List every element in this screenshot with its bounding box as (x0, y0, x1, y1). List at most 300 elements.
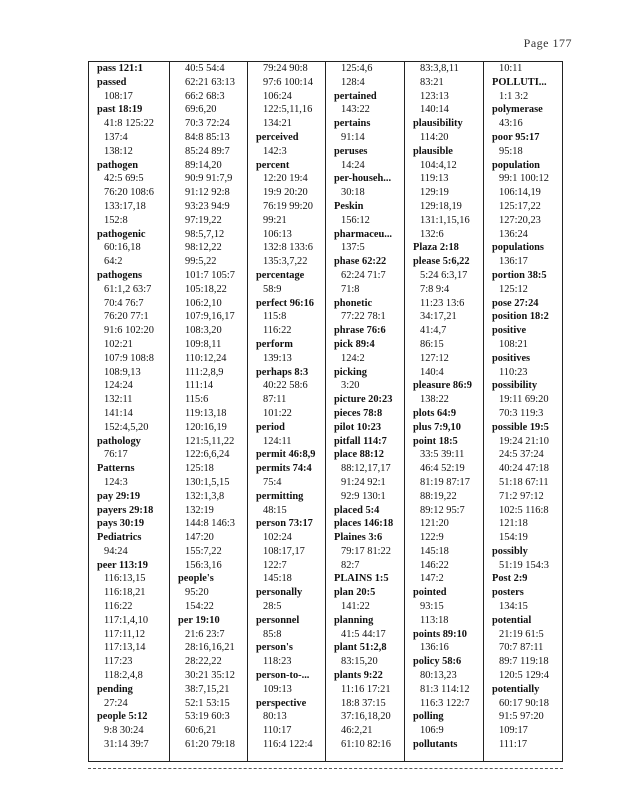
index-reference: 85:8 (263, 628, 282, 640)
index-entry: pertained (334, 90, 377, 102)
index-reference: 40:24 47:18 (499, 463, 549, 475)
index-reference: 124:3 (104, 476, 128, 488)
index-reference: 141:14 (104, 407, 133, 419)
index-entry: personnel (256, 614, 300, 626)
index-entry: pieces 78:8 (334, 407, 383, 419)
index-reference: 51:19 154:3 (499, 559, 549, 571)
index-reference: 116:22 (263, 325, 292, 337)
index-entry: plus 7:9,10 (413, 421, 461, 433)
index-entry: plan 20:5 (334, 587, 376, 599)
index-reference: 75:4 (263, 476, 282, 488)
index-entry: plants 9:22 (334, 670, 383, 682)
index-column-6 (483, 62, 564, 761)
index-reference: 108:17 (104, 90, 133, 102)
index-reference: 97:6 100:14 (263, 76, 313, 88)
index-reference: 125:4,6 (341, 63, 373, 74)
index-reference: 94:24 (104, 545, 128, 557)
index-reference: 71:2 97:12 (499, 490, 544, 502)
index-reference: 120:5 129:4 (499, 670, 549, 682)
index-reference: 119:13,18 (185, 407, 227, 419)
index-reference: 41:4,7 (420, 325, 447, 337)
index-entry: person 73:17 (256, 518, 313, 530)
index-reference: 107:9 108:8 (104, 352, 154, 364)
index-entry: Plaines 3:6 (334, 532, 383, 544)
index-reference: 110:23 (499, 366, 528, 378)
index-entry: peer 113:19 (97, 559, 148, 571)
index-reference: 91:24 92:1 (341, 476, 386, 488)
index-reference: 60:16,18 (104, 242, 141, 254)
index-reference: 51:18 67:11 (499, 476, 549, 488)
index-reference: 134:15 (499, 601, 528, 613)
index-entry: Peskin (334, 200, 364, 212)
index-reference: 28:22,22 (185, 656, 222, 668)
index-entry: points 89:10 (413, 628, 467, 640)
index-entry: point 18:5 (413, 435, 458, 447)
index-entry: people's (178, 573, 214, 585)
index-reference: 132:8 133:6 (263, 242, 313, 254)
index-reference: 11:16 17:21 (341, 683, 391, 695)
index-entry: passed (97, 76, 127, 88)
index-reference: 155:7,22 (185, 545, 222, 557)
index-reference: 109:8,11 (185, 338, 222, 350)
index-reference: 70:3 119:3 (499, 407, 544, 419)
index-reference: 116:13,15 (104, 573, 146, 585)
index-reference: 99:1 100:12 (499, 173, 549, 185)
index-reference: 117:13,14 (104, 642, 146, 654)
index-entry: plausibility (413, 118, 463, 130)
index-reference: 61:20 79:18 (185, 739, 235, 751)
index-reference: 104:4,12 (420, 159, 457, 171)
index-reference: 3:20 (341, 380, 360, 392)
index-reference: 117:1,4,10 (104, 614, 149, 626)
index-reference: 117:11,12 (104, 628, 146, 640)
index-entry: pass 121:1 (97, 63, 143, 74)
index-reference: 101:22 (263, 407, 292, 419)
index-entry: pose 27:24 (492, 297, 539, 309)
index-entry: phrase 76:6 (334, 325, 386, 337)
index-reference: 28:5 (263, 601, 282, 613)
index-table (88, 61, 563, 762)
index-reference: 79:17 81:22 (341, 545, 391, 557)
index-reference: 102:5 116:8 (499, 504, 549, 516)
index-reference: 124:2 (341, 352, 365, 364)
index-reference: 10:11 (499, 63, 523, 74)
index-reference: 61:1,2 63:7 (104, 283, 152, 295)
index-entry: Plaza 2:18 (413, 242, 459, 254)
index-entry: percentage (256, 269, 305, 281)
index-reference: 128:4 (341, 76, 365, 88)
index-reference: 93:23 94:9 (185, 200, 230, 212)
index-reference: 58:9 (263, 283, 282, 295)
index-reference: 9:8 30:24 (104, 725, 144, 737)
index-entry: place 88:12 (334, 449, 384, 461)
index-reference: 110:17 (263, 725, 292, 737)
index-reference: 122:5,11,16 (263, 104, 313, 116)
index-reference: 86:15 (420, 338, 444, 350)
index-reference: 89:12 95:7 (420, 504, 465, 516)
index-entry: populations (492, 242, 544, 254)
index-reference: 85:24 89:7 (185, 145, 230, 157)
index-entry: past 18:19 (97, 104, 143, 116)
index-reference: 76:20 108:6 (104, 187, 154, 199)
index-entry: pays 30:19 (97, 518, 145, 530)
index-reference: 71:8 (341, 283, 360, 295)
index-reference: 118:23 (263, 656, 292, 668)
index-reference: 132:1,3,8 (185, 490, 225, 502)
index-column-2 (169, 62, 247, 761)
index-reference: 137:5 (341, 242, 365, 254)
index-reference: 1:1 3:2 (499, 90, 529, 102)
index-reference: 19:24 21:10 (499, 435, 549, 447)
index-reference: 34:17,21 (420, 311, 457, 323)
index-entry: phase 62:22 (334, 256, 387, 268)
index-reference: 12:20 19:4 (263, 173, 308, 185)
index-reference: 144:8 146:3 (185, 518, 235, 530)
index-reference: 76:17 (104, 449, 128, 461)
index-entry: perspective (256, 697, 307, 709)
index-reference: 143:22 (341, 104, 370, 116)
index-reference: 133:17,18 (104, 200, 146, 212)
index-reference: 129:18,19 (420, 200, 462, 212)
index-reference: 40:22 58:6 (263, 380, 308, 392)
index-entry: payers 29:18 (97, 504, 154, 516)
index-reference: 7:8 9:4 (420, 283, 450, 295)
index-reference: 43:16 (499, 118, 523, 130)
page-number: Page 177 (523, 36, 572, 50)
index-reference: 129:19 (420, 187, 449, 199)
index-reference: 83:3,8,11 (420, 63, 459, 74)
index-entry: Pediatrics (97, 532, 142, 544)
index-reference: 116:18,21 (104, 587, 146, 599)
index-reference: 117:23 (104, 656, 133, 668)
index-entry: picking (334, 366, 367, 378)
index-entry: pilot 10:23 (334, 421, 382, 433)
index-reference: 116:4 122:4 (263, 739, 313, 751)
index-reference: 82:7 (341, 559, 360, 571)
index-reference: 89:7 119:18 (499, 656, 549, 668)
index-entry: phonetic (334, 297, 373, 309)
index-entry: Patterns (97, 463, 135, 475)
index-entry: polling (413, 711, 444, 723)
index-reference: 19:11 69:20 (499, 394, 549, 406)
index-reference: 80:13 (263, 711, 287, 723)
index-entry: PLAINS 1:5 (334, 573, 389, 585)
index-reference: 122:6,6,24 (185, 449, 230, 461)
index-reference: 119:13 (420, 173, 449, 185)
index-entry: peruses (334, 145, 368, 157)
index-reference: 132:11 (104, 394, 133, 406)
index-reference: 101:7 105:7 (185, 269, 235, 281)
index-entry: perfect 96:16 (256, 297, 314, 309)
index-reference: 31:14 39:7 (104, 739, 149, 751)
index-reference: 131:1,15,16 (420, 214, 470, 226)
index-reference: 108:3,20 (185, 325, 222, 337)
index-reference: 135:3,7,22 (263, 256, 308, 268)
index-entry: positive (492, 325, 527, 337)
index-reference: 125:12 (499, 283, 528, 295)
index-reference: 14:24 (341, 159, 365, 171)
index-entry: poor 95:17 (492, 131, 540, 143)
index-reference: 105:18,22 (185, 283, 227, 295)
index-column-3 (247, 62, 325, 761)
index-entry: pollutants (413, 739, 458, 751)
index-reference: 80:13,23 (420, 670, 457, 682)
index-reference: 70:3 72:24 (185, 118, 230, 130)
index-reference: 91:14 (341, 131, 365, 143)
index-reference: 70:7 87:11 (499, 642, 544, 654)
index-reference: 92:9 130:1 (341, 490, 386, 502)
index-reference: 124:11 (263, 435, 292, 447)
index-reference: 111:14 (185, 380, 214, 392)
index-entry: possibly (492, 545, 528, 557)
index-reference: 127:20,23 (499, 214, 541, 226)
index-entry: pathology (97, 435, 141, 447)
index-reference: 18:8 37:15 (341, 697, 386, 709)
index-entry: picture 20:23 (334, 394, 393, 406)
index-reference: 145:18 (420, 545, 449, 557)
index-reference: 21:19 61:5 (499, 628, 544, 640)
bottom-rule (88, 768, 563, 769)
index-reference: 61:10 82:16 (341, 739, 391, 751)
index-reference: 98:12,22 (185, 242, 222, 254)
index-reference: 95:20 (185, 587, 209, 599)
index-reference: 152:8 (104, 214, 128, 226)
index-entry: pathogenic (97, 228, 146, 240)
index-reference: 139:13 (263, 352, 292, 364)
index-reference: 154:19 (499, 532, 528, 544)
index-entry: Post 2:9 (492, 573, 528, 585)
index-reference: 116:22 (104, 601, 133, 613)
index-reference: 24:5 37:24 (499, 449, 544, 461)
index-entry: pathogen (97, 159, 138, 171)
index-entry: per-househ... (334, 173, 392, 185)
index-reference: 60:17 90:18 (499, 697, 549, 709)
index-reference: 121:5,11,22 (185, 435, 235, 447)
index-reference: 114:20 (420, 131, 449, 143)
index-reference: 147:20 (185, 532, 214, 544)
index-reference: 77:22 78:1 (341, 311, 386, 323)
index-reference: 145:18 (263, 573, 292, 585)
index-entry: permitting (256, 490, 304, 502)
index-reference: 106:2,10 (185, 297, 222, 309)
index-reference: 141:22 (341, 601, 370, 613)
index-reference: 121:18 (499, 518, 528, 530)
index-entry: planning (334, 614, 374, 626)
index-reference: 64:2 (104, 256, 123, 268)
index-reference: 106:24 (263, 90, 292, 102)
index-entry: pointed (413, 587, 447, 599)
index-entry: potential (492, 614, 532, 626)
index-reference: 19:9 20:20 (263, 187, 308, 199)
index-reference: 91:5 97:20 (499, 711, 544, 723)
index-entry: pick 89:4 (334, 338, 375, 350)
index-reference: 87:11 (263, 394, 287, 406)
index-reference: 142:3 (263, 145, 287, 157)
index-reference: 122:9 (420, 532, 444, 544)
index-reference: 46:4 52:19 (420, 463, 465, 475)
index-reference: 116:3 122:7 (420, 697, 470, 709)
index-reference: 115:6 (185, 394, 209, 406)
index-reference: 154:22 (185, 601, 214, 613)
index-entry: pleasure 86:9 (413, 380, 472, 392)
index-reference: 42:5 69:5 (104, 173, 144, 185)
index-reference: 136:24 (499, 228, 528, 240)
index-reference: 5:24 6:3,17 (420, 269, 468, 281)
index-reference: 66:2 68:3 (185, 90, 225, 102)
index-reference: 106:13 (263, 228, 292, 240)
index-reference: 136:16 (420, 642, 449, 654)
index-reference: 127:12 (420, 352, 449, 364)
index-entry: possibility (492, 380, 538, 392)
index-reference: 140:4 (420, 366, 444, 378)
index-reference: 109:13 (263, 683, 292, 695)
index-reference: 132:6 (420, 228, 444, 240)
index-reference: 120:16,19 (185, 421, 227, 433)
index-reference: 137:4 (104, 131, 128, 143)
index-entry: period (256, 421, 285, 433)
index-reference: 108:17,17 (263, 545, 305, 557)
index-entry: pertains (334, 118, 371, 130)
index-reference: 28:16,16,21 (185, 642, 235, 654)
index-entry: POLLUTI... (492, 76, 547, 88)
index-reference: 30:18 (341, 187, 365, 199)
index-reference: 115:8 (263, 311, 287, 323)
index-reference: 152:4,5,20 (104, 421, 149, 433)
index-entry: placed 5:4 (334, 504, 380, 516)
index-reference: 37:16,18,20 (341, 711, 391, 723)
index-reference: 48:15 (263, 504, 287, 516)
index-reference: 60:6,21 (185, 725, 217, 737)
index-entry: permits 74:4 (256, 463, 312, 475)
index-entry: places 146:18 (334, 518, 394, 530)
index-reference: 138:22 (420, 394, 449, 406)
index-reference: 76:19 99:20 (263, 200, 313, 212)
index-reference: 97:19,22 (185, 214, 222, 226)
index-reference: 62:24 71:7 (341, 269, 386, 281)
index-entry: portion 38:5 (492, 269, 547, 281)
index-reference: 122:7 (263, 559, 287, 571)
index-column-5 (404, 62, 483, 761)
index-reference: 110:12,24 (185, 352, 227, 364)
index-reference: 106:14,19 (499, 187, 541, 199)
index-reference: 84:8 85:13 (185, 131, 230, 143)
index-reference: 62:21 63:13 (185, 76, 235, 88)
index-reference: 21:6 23:7 (185, 628, 225, 640)
index-entry: positives (492, 352, 531, 364)
index-reference: 69:6,20 (185, 104, 217, 116)
index-reference: 83:15,20 (341, 656, 378, 668)
index-reference: 99:5,22 (185, 256, 217, 268)
index-reference: 79:24 90:8 (263, 63, 308, 74)
index-reference: 111:17 (499, 739, 528, 751)
index-reference: 89:14,20 (185, 159, 222, 171)
index-reference: 41:8 125:22 (104, 118, 154, 130)
index-reference: 140:14 (420, 104, 449, 116)
index-reference: 53:19 60:3 (185, 711, 230, 723)
index-reference: 109:17 (499, 725, 528, 737)
index-reference: 102:24 (263, 532, 292, 544)
index-reference: 121:20 (420, 518, 449, 530)
index-reference: 30:21 35:12 (185, 670, 235, 682)
index-reference: 52:1 53:15 (185, 697, 230, 709)
index-entry: perceived (256, 131, 299, 143)
index-reference: 124:24 (104, 380, 133, 392)
index-reference: 123:13 (420, 90, 449, 102)
index-entry: population (492, 159, 540, 171)
index-entry: pharmaceu... (334, 228, 393, 240)
index-entry: pathogens (97, 269, 143, 281)
index-reference: 156:12 (341, 214, 370, 226)
index-reference: 106:9 (420, 725, 444, 737)
index-entry: possible 19:5 (492, 421, 549, 433)
index-reference: 125:17,22 (499, 200, 541, 212)
index-reference: 93:15 (420, 601, 444, 613)
index-entry: pay 29:19 (97, 490, 141, 502)
index-reference: 134:21 (263, 118, 292, 130)
index-reference: 91:12 92:8 (185, 187, 230, 199)
index-entry: pitfall 114:7 (334, 435, 387, 447)
index-reference: 138:12 (104, 145, 133, 157)
index-entry: plausible (413, 145, 453, 157)
index-reference: 125:18 (185, 463, 214, 475)
index-reference: 40:5 54:4 (185, 63, 225, 74)
index-entry: plots 64:9 (413, 407, 457, 419)
index-reference: 132:19 (185, 504, 214, 516)
index-reference: 27:24 (104, 697, 128, 709)
index-entry: please 5:6,22 (413, 256, 470, 268)
index-reference: 33:5 39:11 (420, 449, 465, 461)
index-reference: 95:18 (499, 145, 523, 157)
index-reference: 147:2 (420, 573, 444, 585)
index-reference: 88:12,17,17 (341, 463, 391, 475)
index-entry: perhaps 8:3 (256, 366, 309, 378)
index-entry: pending (97, 683, 133, 695)
index-entry: perform (256, 338, 293, 350)
index-reference: 99:21 (263, 214, 287, 226)
index-entry: polymerase (492, 104, 543, 116)
index-reference: 41:5 44:17 (341, 628, 386, 640)
index-reference: 38:7,15,21 (185, 683, 230, 695)
index-entry: position 18:2 (492, 311, 549, 323)
index-entry: potentially (492, 683, 540, 695)
index-entry: policy 58:6 (413, 656, 462, 668)
index-entry: per 19:10 (178, 614, 220, 626)
index-reference: 83:21 (420, 76, 444, 88)
index-reference: 81:3 114:12 (420, 683, 470, 695)
index-entry: person's (256, 642, 293, 654)
index-entry: permit 46:8,9 (256, 449, 316, 461)
index-entry: plant 51:2,8 (334, 642, 387, 654)
index-reference: 102:21 (104, 338, 133, 350)
index-reference: 91:6 102:20 (104, 325, 154, 337)
index-reference: 118:2,4,8 (104, 670, 143, 682)
index-entry: posters (492, 587, 524, 599)
index-reference: 146:22 (420, 559, 449, 571)
index-entry: personally (256, 587, 303, 599)
index-reference: 156:3,16 (185, 559, 222, 571)
index-reference: 11:23 13:6 (420, 297, 465, 309)
index-reference: 113:18 (420, 614, 449, 626)
index-column-4 (325, 62, 404, 761)
index-reference: 70:4 76:7 (104, 297, 144, 309)
index-reference: 107:9,16,17 (185, 311, 235, 323)
index-reference: 108:21 (499, 338, 528, 350)
index-reference: 130:1,5,15 (185, 476, 230, 488)
index-entry: person-to-... (256, 670, 310, 682)
index-column-1 (89, 62, 169, 761)
index-reference: 88:19,22 (420, 490, 457, 502)
index-reference: 111:2,8,9 (185, 366, 224, 378)
